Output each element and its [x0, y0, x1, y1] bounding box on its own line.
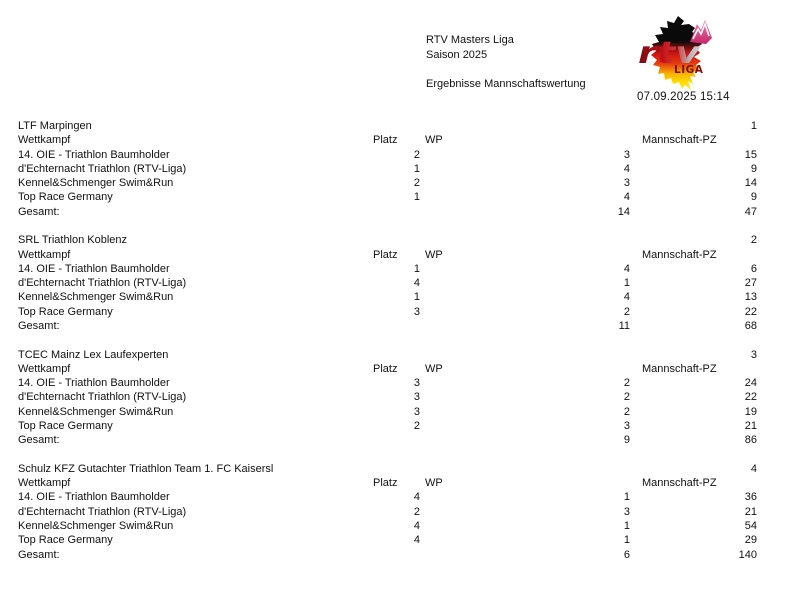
col-header-wp: WP [425, 362, 443, 375]
race-result-row [0, 305, 785, 319]
gesamt-row [0, 433, 785, 447]
race-result-row [0, 176, 785, 190]
wp-value: 2 [623, 391, 630, 404]
logo-liga-text: LIGA [674, 64, 704, 76]
mannschaft-pz-value: 14 [744, 177, 757, 190]
mannschaft-pz-value: 21 [744, 420, 757, 433]
team-block [0, 348, 785, 448]
race-result-row [0, 290, 785, 304]
platz-value: 1 [413, 162, 420, 175]
gesamt-row [0, 205, 785, 219]
wp-value: 1 [623, 277, 630, 290]
race-result-row [0, 376, 785, 390]
race-rows [0, 148, 785, 205]
gesamt-label: Gesamt: [18, 548, 60, 561]
platz-value: 2 [413, 148, 420, 161]
mannschaft-pz-value: 13 [744, 291, 757, 304]
wp-value: 4 [623, 162, 630, 175]
rhineland-map-icon [636, 14, 720, 92]
race-result-row [0, 490, 785, 504]
col-header-mannschaft-pz: Mannschaft-PZ [642, 477, 717, 490]
wettkampf-name: 14. OIE - Triathlon Baumholder [18, 491, 170, 504]
gesamt-pz-total: 47 [744, 205, 757, 218]
platz-value: 3 [413, 405, 420, 418]
race-rows [0, 376, 785, 433]
col-header-wettkampf: Wettkampf [18, 248, 71, 261]
col-header-wp: WP [425, 477, 443, 490]
col-header-wettkampf: Wettkampf [18, 134, 71, 147]
col-header-wettkampf: Wettkampf [18, 362, 71, 375]
wettkampf-name: 14. OIE - Triathlon Baumholder [18, 377, 170, 390]
col-header-mannschaft-pz: Mannschaft-PZ [642, 134, 717, 147]
mannschaft-pz-value: 9 [750, 162, 757, 175]
report-timestamp: 07.09.2025 15:14 [637, 91, 730, 103]
gesamt-wp-total: 6 [623, 548, 630, 561]
wp-value: 2 [623, 377, 630, 390]
col-header-wp: WP [425, 248, 443, 261]
platz-value: 2 [413, 420, 420, 433]
platz-value: 1 [413, 191, 420, 204]
col-header-platz: Platz [373, 362, 398, 375]
wp-value: 1 [623, 519, 630, 532]
wp-value: 3 [623, 505, 630, 518]
wettkampf-name: Kennel&Schmenger Swim&Run [18, 291, 174, 304]
mannschaft-pz-value: 29 [744, 534, 757, 547]
platz-value: 2 [413, 505, 420, 518]
mannschaft-pz-value: 27 [744, 277, 757, 290]
wettkampf-name: 14. OIE - Triathlon Baumholder [18, 148, 170, 161]
col-header-wp: WP [425, 134, 443, 147]
wettkampf-name: Kennel&Schmenger Swim&Run [18, 177, 174, 190]
wettkampf-name: Top Race Germany [18, 191, 113, 204]
team-rank: 1 [750, 120, 757, 132]
team-block [0, 462, 785, 562]
report-title: RTV Masters Liga [426, 34, 514, 46]
wettkampf-name: 14. OIE - Triathlon Baumholder [18, 262, 170, 275]
team-header-row [0, 119, 785, 133]
wp-value: 1 [623, 491, 630, 504]
platz-value: 1 [413, 262, 420, 275]
wp-value: 2 [623, 305, 630, 318]
team-results-list [0, 119, 785, 576]
gesamt-wp-total: 14 [617, 205, 630, 218]
column-header-row [0, 476, 785, 490]
team-header-row [0, 462, 785, 476]
mannschaft-pz-value: 6 [750, 262, 757, 275]
platz-value: 4 [413, 491, 420, 504]
wp-value: 4 [623, 291, 630, 304]
platz-value: 4 [413, 534, 420, 547]
wp-value: 4 [623, 191, 630, 204]
platz-value: 1 [413, 291, 420, 304]
gesamt-label: Gesamt: [18, 205, 60, 218]
col-header-mannschaft-pz: Mannschaft-PZ [642, 362, 717, 375]
gesamt-pz-total: 68 [744, 320, 757, 333]
report-header [426, 33, 586, 91]
mannschaft-pz-value: 22 [744, 391, 757, 404]
gesamt-label: Gesamt: [18, 320, 60, 333]
column-header-row [0, 362, 785, 376]
wp-value: 3 [623, 148, 630, 161]
team-block [0, 119, 785, 219]
wettkampf-name: Top Race Germany [18, 305, 113, 318]
gesamt-pz-total: 140 [738, 548, 757, 561]
wettkampf-name: Top Race Germany [18, 534, 113, 547]
platz-value: 3 [413, 305, 420, 318]
gesamt-row [0, 319, 785, 333]
race-result-row [0, 262, 785, 276]
platz-value: 3 [413, 377, 420, 390]
team-name: TCEC Mainz Lex Laufexperten [18, 348, 169, 361]
rtv-liga-logo [636, 14, 720, 92]
wettkampf-name: Kennel&Schmenger Swim&Run [18, 405, 174, 418]
gesamt-label: Gesamt: [18, 434, 60, 447]
team-name: Schulz KFZ Gutachter Triathlon Team 1. FC Kaisersl [18, 462, 274, 475]
logo-rtv-text: rtv [638, 36, 702, 71]
team-rank: 4 [750, 462, 757, 475]
mannschaft-pz-value: 24 [744, 377, 757, 390]
team-name: SRL Triathlon Koblenz [18, 234, 128, 247]
report-season: Saison 2025 [426, 48, 488, 61]
platz-value: 4 [413, 519, 420, 532]
col-header-wettkampf: Wettkampf [18, 477, 71, 490]
race-result-row [0, 190, 785, 204]
wettkampf-name: d'Echternacht Triathlon (RTV-Liga) [18, 277, 187, 290]
mannschaft-pz-value: 9 [750, 191, 757, 204]
race-result-row [0, 505, 785, 519]
race-result-row [0, 405, 785, 419]
race-result-row [0, 519, 785, 533]
team-block [0, 233, 785, 333]
race-rows [0, 490, 785, 547]
platz-value: 2 [413, 177, 420, 190]
team-rank: 2 [750, 234, 757, 247]
team-header-row [0, 348, 785, 362]
race-result-row [0, 162, 785, 176]
col-header-platz: Platz [373, 477, 398, 490]
wettkampf-name: Top Race Germany [18, 420, 113, 433]
gesamt-pz-total: 86 [744, 434, 757, 447]
wettkampf-name: d'Echternacht Triathlon (RTV-Liga) [18, 162, 187, 175]
gesamt-wp-total: 11 [618, 320, 630, 333]
platz-value: 3 [413, 391, 420, 404]
team-rank: 3 [750, 348, 757, 361]
mannschaft-pz-value: 22 [744, 305, 757, 318]
column-header-row [0, 133, 785, 147]
team-header-row [0, 233, 785, 247]
wp-value: 3 [623, 420, 630, 433]
report-subtitle: Ergebnisse Mannschaftswertung [426, 77, 586, 90]
wettkampf-name: Kennel&Schmenger Swim&Run [18, 519, 174, 532]
wp-value: 1 [623, 534, 630, 547]
wp-value: 2 [623, 405, 630, 418]
col-header-mannschaft-pz: Mannschaft-PZ [642, 248, 717, 261]
mannschaft-pz-value: 15 [744, 148, 757, 161]
gesamt-wp-total: 9 [623, 434, 630, 447]
team-name: LTF Marpingen [18, 120, 92, 132]
mannschaft-pz-value: 19 [744, 405, 757, 418]
race-result-row [0, 148, 785, 162]
wp-value: 3 [623, 177, 630, 190]
column-header-row [0, 248, 785, 262]
mannschaft-pz-value: 54 [744, 519, 757, 532]
wp-value: 4 [623, 262, 630, 275]
gesamt-row [0, 548, 785, 562]
race-result-row [0, 276, 785, 290]
mannschaft-pz-value: 21 [744, 505, 757, 518]
mannschaft-pz-value: 36 [744, 491, 757, 504]
race-result-row [0, 533, 785, 547]
col-header-platz: Platz [373, 134, 398, 147]
race-result-row [0, 390, 785, 404]
race-result-row [0, 419, 785, 433]
col-header-platz: Platz [373, 248, 398, 261]
race-rows [0, 262, 785, 319]
platz-value: 4 [413, 277, 420, 290]
wettkampf-name: d'Echternacht Triathlon (RTV-Liga) [18, 391, 187, 404]
wettkampf-name: d'Echternacht Triathlon (RTV-Liga) [18, 505, 187, 518]
